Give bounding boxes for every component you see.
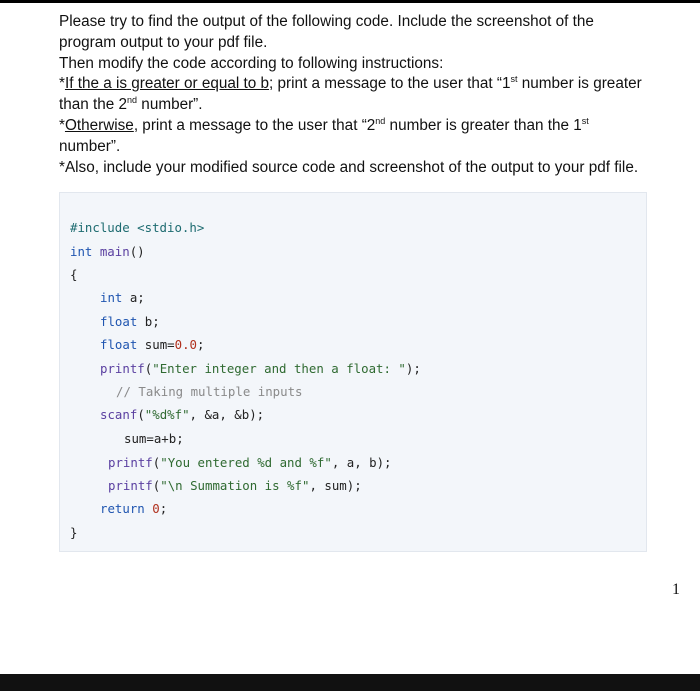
printf-2-args: , a, b); <box>331 455 392 470</box>
page-number: 1 <box>672 581 680 598</box>
scanf-string: "%d%f" <box>144 407 190 422</box>
code-line-printf-3 <box>108 478 362 494</box>
rule-1-sup-b: nd <box>127 95 138 106</box>
top-rule <box>0 0 700 3</box>
decl-sum-type: float <box>100 337 138 352</box>
close-brace: } <box>70 525 78 540</box>
scanf-args: , &a, &b); <box>189 407 265 422</box>
rule-2 <box>59 116 679 137</box>
code-comment: // Taking multiple inputs <box>116 384 303 399</box>
scanf-open: ( <box>137 407 145 422</box>
code-line-printf-1 <box>100 361 421 377</box>
instructions-text <box>59 12 679 178</box>
code-line-close-brace <box>70 525 77 541</box>
rule-1-condition: If the a is greater or equal to b <box>64 75 270 93</box>
code-line-scanf <box>100 407 264 423</box>
printf-3-args: , sum); <box>309 478 362 493</box>
decl-b-rest: b; <box>137 314 160 329</box>
rule-2-star: * <box>59 116 65 134</box>
code-line-main <box>70 244 145 260</box>
printf-1-fn: printf <box>100 361 145 376</box>
code-line-comment <box>116 384 303 400</box>
code-line-include <box>70 220 204 236</box>
decl-sum-end: ; <box>197 337 205 352</box>
decl-a-type: int <box>100 290 123 305</box>
intro-line-2: program output to your pdf file. <box>59 33 268 51</box>
rule-2-text-a: , print a message to the user that “2 <box>133 116 376 134</box>
rule-2-sup-a: nd <box>375 115 386 126</box>
rule-1-text-b: number is greater <box>517 75 642 93</box>
code-block <box>59 192 647 552</box>
main-name: main <box>92 244 130 259</box>
code-line-open-brace <box>70 267 77 283</box>
bottom-bar <box>0 674 700 691</box>
code-line-sum-assign <box>124 431 184 447</box>
rule-2-sup-b: st <box>581 115 589 126</box>
code-line-return <box>100 501 167 517</box>
sum-assign: sum=a+b; <box>124 431 184 446</box>
code-line-decl-a <box>100 290 145 306</box>
modify-line: Then modify the code according to following instructions: <box>59 54 444 72</box>
decl-sum-name: sum= <box>137 337 175 352</box>
return-end: ; <box>159 501 168 516</box>
open-brace: { <box>70 267 78 282</box>
decl-sum-value: 0.0 <box>174 337 198 352</box>
rule-2-cont: number”. <box>59 137 121 155</box>
code-line-decl-sum <box>100 337 204 353</box>
decl-b-type: float <box>100 314 138 329</box>
printf-1-close: ); <box>405 361 421 376</box>
return-value: 0 <box>144 501 160 516</box>
printf-2-fn: printf <box>108 455 153 470</box>
rule-2-text-b: number is greater than the 1 <box>385 116 582 134</box>
intro-line-1: Please try to find the output of the following code. Include the screenshot of the <box>59 13 594 30</box>
printf-2-open: ( <box>152 455 161 470</box>
main-parens: () <box>129 244 145 259</box>
printf-1-string: "Enter integer and then a float: " <box>152 361 406 376</box>
code-line-decl-b <box>100 314 160 330</box>
rule-2-condition: Otherwise <box>64 116 134 134</box>
rule-1-text-d: number”. <box>137 96 203 114</box>
printf-3-open: ( <box>152 478 161 493</box>
scanf-fn: scanf <box>100 407 138 422</box>
rule-3: *Also, include your modified source code and screenshot of the output to your pdf file. <box>59 158 639 176</box>
rule-1-text-a: ; print a message to the user that “1 <box>269 75 511 93</box>
printf-3-string: "\n Summation is %f" <box>160 478 310 493</box>
printf-1-open: ( <box>144 361 153 376</box>
include-directive: #include <box>70 220 130 235</box>
rule-1-cont <box>59 95 679 116</box>
printf-2-string: "You entered %d and %f" <box>160 455 332 470</box>
code-line-printf-2 <box>108 455 392 471</box>
return-keyword: return <box>100 501 145 516</box>
printf-3-fn: printf <box>108 478 153 493</box>
decl-a-rest: a; <box>122 290 145 305</box>
rule-1-sup-a: st <box>510 74 518 85</box>
rule-1-star: * <box>59 75 65 93</box>
rule-1-text-c: than the 2 <box>59 96 128 114</box>
include-header: <stdio.h> <box>129 220 205 235</box>
main-type: int <box>70 244 93 259</box>
rule-1 <box>59 74 679 95</box>
